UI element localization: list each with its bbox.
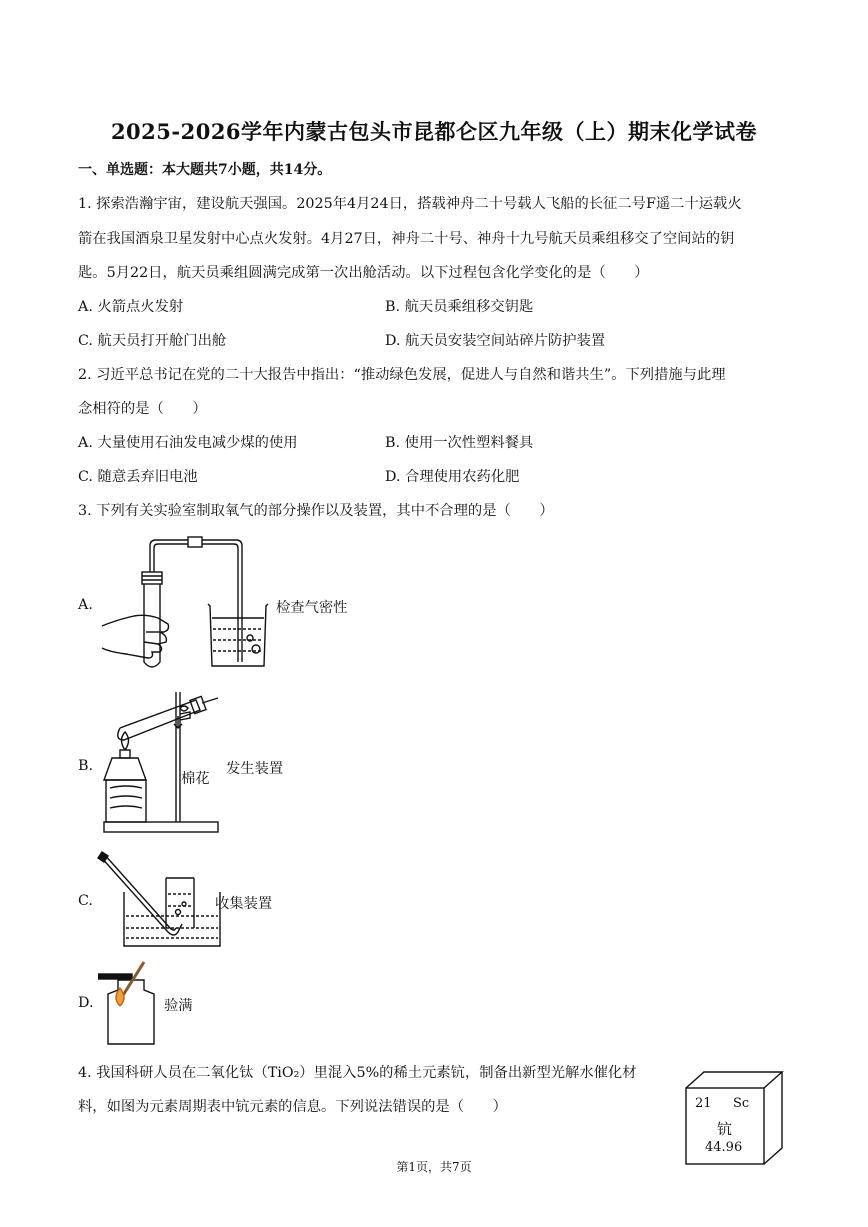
q2-option-c: C. 随意丢弃旧电池 (78, 469, 198, 485)
q3-option-b-caption: 发生装置 (226, 761, 284, 777)
q4-line-2: 料，如图为元素周期表中钪元素的信息。下列说法错误的是（ ） (78, 1099, 507, 1115)
q2-option-a: A. 大量使用石油发电减少煤的使用 (78, 435, 298, 451)
page-title: 2025-2026学年内蒙古包头市昆都仑区九年级（上）期末化学试卷 (110, 119, 758, 144)
q1-option-a: A. 火箭点火发射 (78, 299, 184, 315)
q1-line-3: 匙。5月22日，航天员乘组圆满完成第一次出舱活动。以下过程包含化学变化的是（ ） (78, 265, 649, 281)
section-heading: 一、单选题：本大题共7小题，共14分。 (78, 162, 332, 178)
q3-option-d-label: D. (78, 995, 94, 1011)
cotton-label: 棉花 (181, 771, 210, 787)
q3-line-1: 3. 下列有关实验室制取氧气的部分操作以及装置，其中不合理的是（ ） (78, 503, 554, 519)
q2-option-d: D. 合理使用农药化肥 (385, 469, 520, 485)
q2-option-b: B. 使用一次性塑料餐具 (385, 435, 534, 451)
element-atomic-mass: 44.96 (705, 1140, 743, 1155)
element-symbol: Sc (733, 1096, 750, 1111)
q2-line-1: 2. 习近平总书记在党的二十大报告中指出：“推动绿色发展，促进人与自然和谐共生”。下列措施与此理 (78, 367, 726, 383)
q4-line-1: 4. 我国科研人员在二氧化钛（TiO₂）里混入5%的稀土元素钪，制备出新型光解水催化材 (78, 1065, 637, 1081)
q3-option-d-caption: 验满 (164, 998, 193, 1014)
generation-apparatus-figure (100, 688, 230, 836)
q1-line-2: 箭在我国酒泉卫星发射中心点火发射。4月27日，神舟二十号、神舟十九号航天员乘组移交了空间站的钥 (78, 231, 735, 247)
q3-option-a-label: A. (78, 597, 93, 613)
q1-option-d: D. 航天员安装空间站碎片防护装置 (385, 333, 606, 349)
full-check-figure (98, 958, 158, 1046)
q3-option-c-caption: 收集装置 (215, 896, 273, 912)
airtightness-check-figure (96, 534, 281, 674)
collection-apparatus-figure (96, 848, 226, 950)
q3-option-c-label: C. (78, 893, 93, 909)
q2-line-2: 念相符的是（ ） (78, 401, 207, 417)
element-atomic-number: 21 (695, 1096, 712, 1111)
q1-option-c: C. 航天员打开舱门出舱 (78, 333, 227, 349)
q1-line-1: 1. 探索浩瀚宇宙，建设航天强国。2025年4月24日，搭载神舟二十号载人飞船的长征二号F遥二十运载火 (78, 196, 742, 212)
q3-option-a-caption: 检查气密性 (276, 600, 348, 616)
element-name: 钪 (717, 1120, 733, 1138)
q3-option-b-label: B. (78, 758, 94, 774)
page-footer: 第1页，共7页 (396, 1160, 472, 1174)
q1-option-b: B. 航天员乘组移交钥匙 (385, 299, 534, 315)
